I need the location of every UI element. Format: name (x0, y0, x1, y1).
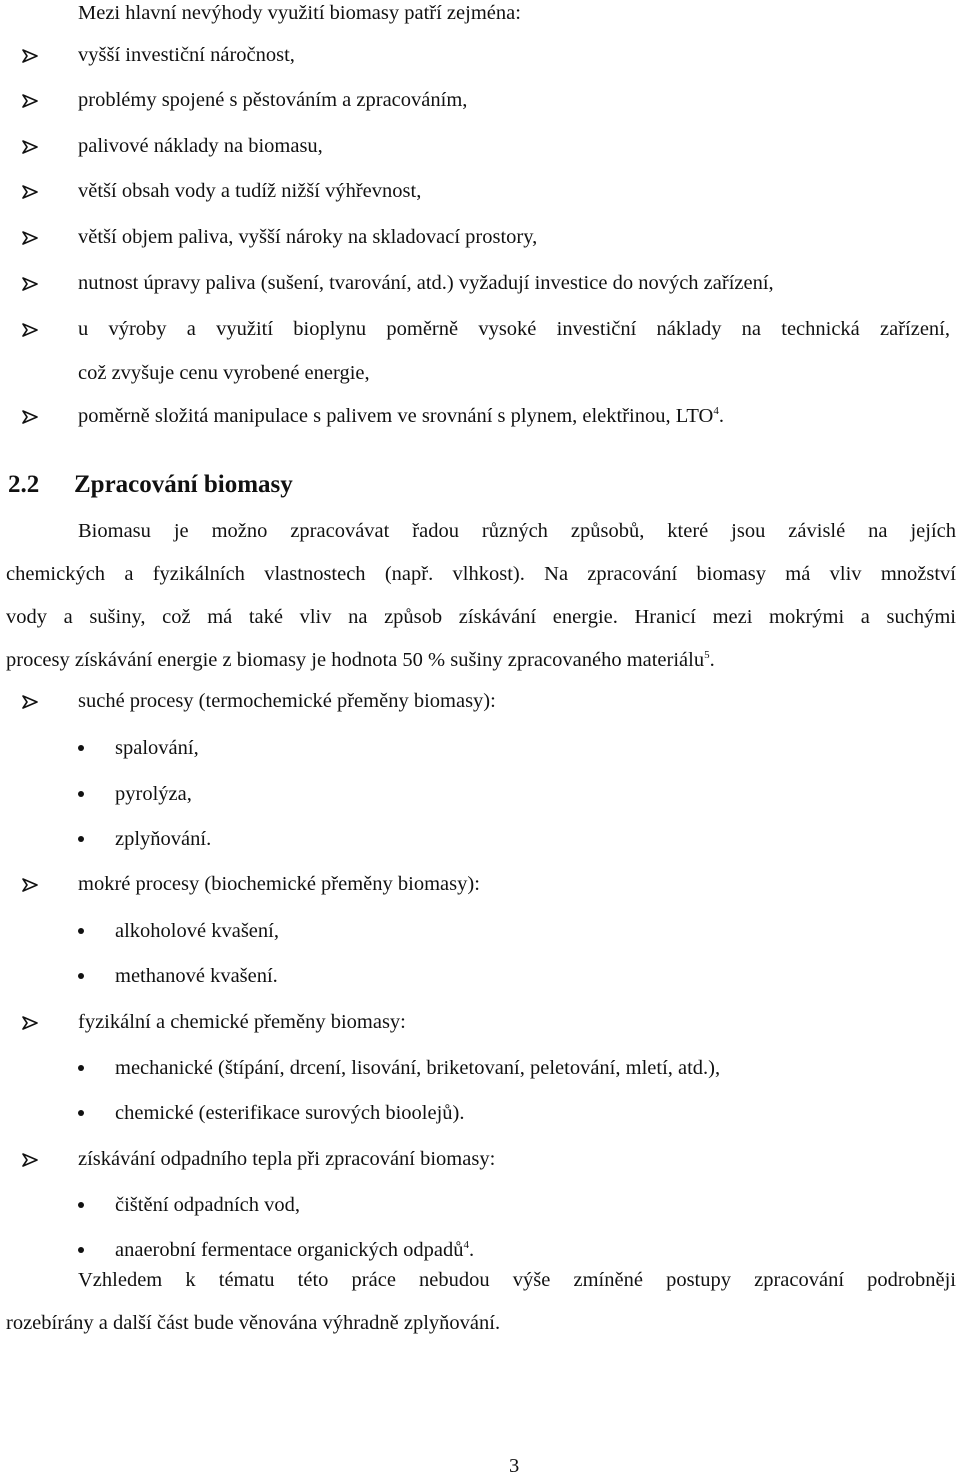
bullet-dot-icon (78, 1202, 84, 1208)
list-item-end: . (718, 405, 724, 427)
process-item-text: chemické (esterifikace surových bioolejů). (115, 1102, 465, 1124)
arrow-bullet-icon (22, 185, 38, 199)
paragraph-line-last (6, 639, 956, 682)
process-item-end: . (469, 1239, 475, 1261)
section-title: Zpracování biomasy (74, 471, 293, 498)
process-category-label: fyzikální a chemické přeměny biomasy: (78, 1011, 406, 1033)
arrow-bullet-icon (22, 878, 38, 892)
paragraph-end: . (709, 649, 715, 671)
paragraph-line: Biomasu je možno zpracovávat řadou různých způsobů, které jsou závislé na jejích (78, 520, 956, 542)
section-heading (8, 471, 293, 499)
paragraph-line: chemických a fyzikálních vlastnostech (např. vlhkost). Na zpracování biomasy má vliv množství (6, 563, 956, 585)
paragraph-line: procesy získávání energie z biomasy je hodnota 50 % sušiny zpracovaného materiálu (6, 649, 705, 671)
process-item-text: čištění odpadních vod, (115, 1194, 301, 1216)
list-item-text: problémy spojené s pěstováním a zpracováním, (78, 89, 468, 111)
list-item-text: větší objem paliva, vyšší nároky na skladovací prostory, (78, 226, 538, 248)
process-item-text: anaerobní fermentace organických odpadů (115, 1239, 464, 1261)
list-item-continuation: což zvyšuje cenu vyrobené energie, (78, 362, 370, 384)
list-item-text: poměrně složitá manipulace s palivem ve srovnání s plynem, elektřinou, LTO (78, 405, 714, 427)
footnote-ref: 4 (713, 405, 719, 417)
section-number: 2.2 (8, 471, 40, 498)
arrow-bullet-icon (22, 1153, 38, 1167)
bullet-dot-icon (78, 1247, 84, 1253)
list-item-text: nutnost úpravy paliva (sušení, tvarování, atd.) vyžadují investice do nových zařízení, (78, 272, 774, 294)
intro-text: Mezi hlavní nevýhody využití biomasy patří zejména: (78, 2, 521, 24)
list-item-text: vyšší investiční náročnost, (78, 44, 295, 66)
arrow-bullet-icon (22, 140, 38, 154)
arrow-bullet-icon (22, 49, 38, 63)
arrow-bullet-icon (22, 323, 38, 337)
paragraph-line: rozebírány a další část bude věnována výhradně zplyňování. (6, 1312, 501, 1334)
arrow-bullet-icon (22, 231, 38, 245)
process-category-label: získávání odpadního tepla při zpracování biomasy: (78, 1148, 496, 1170)
list-item-text: palivové náklady na biomasu, (78, 135, 323, 157)
process-category-label: mokré procesy (biochemické přeměny biomasy): (78, 873, 480, 895)
paragraph-line: vody a sušiny, což má také vliv na způsob získávání energie. Hranicí mezi mokrými a suchými (6, 606, 956, 628)
process-category-label: suché procesy (termochemické přeměny biomasy): (78, 690, 496, 712)
bullet-dot-icon (78, 1110, 84, 1116)
bullet-dot-icon (78, 928, 84, 934)
arrow-bullet-icon (22, 1016, 38, 1030)
arrow-bullet-icon (22, 94, 38, 108)
process-item-text: mechanické (štípání, drcení, lisování, briketovaní, peletování, mletí, atd.), (115, 1057, 721, 1079)
bullet-dot-icon (78, 791, 84, 797)
process-item-text: alkoholové kvašení, (115, 920, 279, 942)
paragraph-line: Vzhledem k tématu této práce nebudou výše zmíněné postupy zpracování podrobněji (78, 1269, 956, 1291)
list-item-text: větší obsah vody a tudíž nižší výhřevnost, (78, 180, 422, 202)
footnote-ref: 5 (704, 649, 710, 661)
bullet-dot-icon (78, 836, 84, 842)
process-item-text: zplyňování. (115, 828, 212, 850)
body-paragraph (6, 510, 956, 682)
bullet-dot-icon (78, 973, 84, 979)
arrow-bullet-icon (22, 410, 38, 424)
bullet-dot-icon (78, 1065, 84, 1071)
process-item-text: pyrolýza, (115, 783, 192, 805)
process-item-text: methanové kvašení. (115, 965, 278, 987)
process-item-text: spalování, (115, 737, 199, 759)
arrow-bullet-icon (22, 695, 38, 709)
arrow-bullet-icon (22, 277, 38, 291)
list-item-text: u výroby a využití bioplynu poměrně vysoké investiční náklady na technická zařízení, (78, 318, 950, 340)
bullet-dot-icon (78, 745, 84, 751)
footnote-ref: 4 (463, 1239, 470, 1251)
page-number: 3 (509, 1455, 520, 1477)
conclusion-paragraph (6, 1259, 956, 1345)
